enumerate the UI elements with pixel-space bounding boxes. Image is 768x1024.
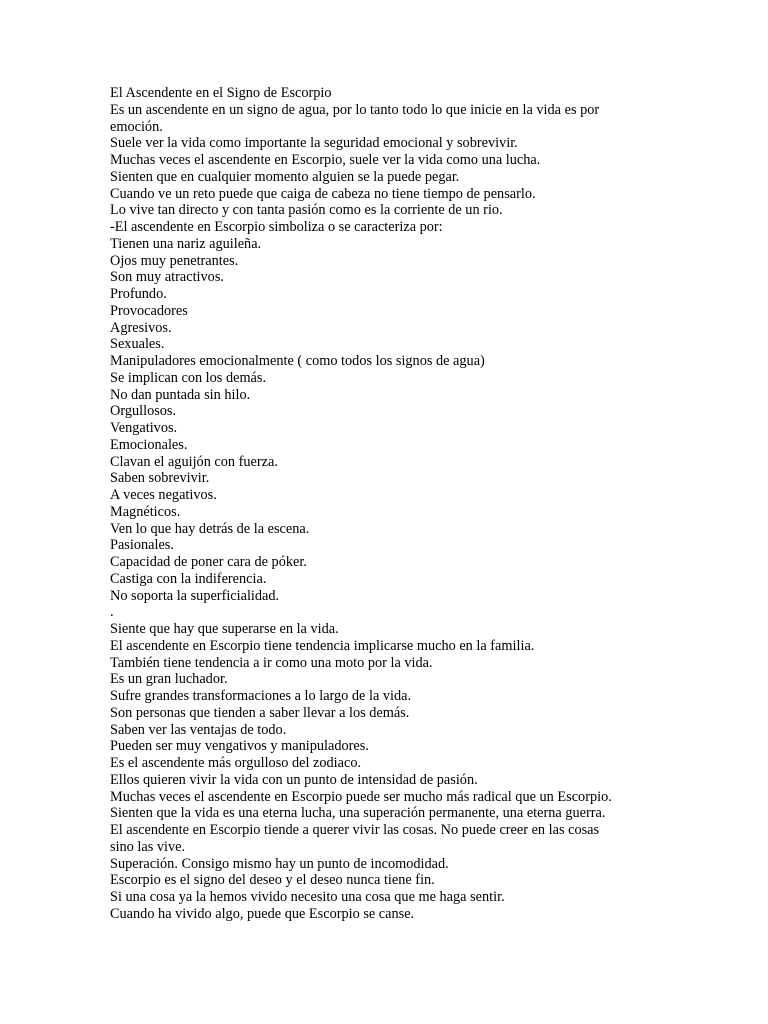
document-line: Magnéticos. bbox=[110, 503, 181, 520]
document-line: Superación. Consigo mismo hay un punto de incomodidad. bbox=[110, 855, 449, 872]
document-line: sino las vive. bbox=[110, 838, 186, 855]
document-line: Son personas que tienden a saber llevar a los demás. bbox=[110, 704, 410, 721]
document-line: No dan puntada sin hilo. bbox=[110, 386, 251, 403]
document-line: Sienten que en cualquier momento alguien se la puede pegar. bbox=[110, 168, 460, 185]
document-body bbox=[110, 85, 730, 923]
document-line: -El ascendente en Escorpio simboliza o se caracteriza por: bbox=[110, 219, 443, 235]
document-line: Saben ver las ventajas de todo. bbox=[110, 721, 287, 738]
document-line: Pueden ser muy vengativos y manipuladores. bbox=[110, 738, 369, 755]
document-line: Sexuales. bbox=[110, 336, 165, 353]
document-line: Es un ascendente en un signo de agua, por lo tanto todo lo que inicie en la vida es por bbox=[110, 101, 600, 118]
document-line: Saben sobrevivir. bbox=[110, 470, 210, 487]
document-line: Ojos muy penetrantes. bbox=[110, 252, 239, 269]
document-line: Muchas veces el ascendente en Escorpio, suele ver la vida como una lucha. bbox=[110, 152, 541, 168]
document-line: Vengativos. bbox=[110, 420, 178, 436]
document-line: Ellos quieren vivir la vida con un punto de intensidad de pasión. bbox=[110, 771, 478, 788]
document-line: . bbox=[110, 604, 114, 621]
document-line: Es un gran luchador. bbox=[110, 671, 228, 688]
document-line: Lo vive tan directo y con tanta pasión como es la corriente de un rio. bbox=[110, 202, 503, 219]
document-line: Escorpio es el signo del deseo y el deseo nunca tiene fin. bbox=[110, 872, 435, 889]
document-line: No soporta la superficialidad. bbox=[110, 587, 280, 604]
document-title: El Ascendente en el Signo de Escorpio bbox=[110, 85, 332, 101]
document-line: Ven lo que hay detrás de la escena. bbox=[110, 520, 310, 537]
document-line: Sienten que la vida es una eterna lucha, una superación permanente, una eterna guerra. bbox=[110, 805, 606, 822]
document-line: Orgullosos. bbox=[110, 403, 177, 420]
document-line: Capacidad de poner cara de póker. bbox=[110, 554, 307, 570]
document-line: Si una cosa ya la hemos vivido necesito una cosa que me haga sentir. bbox=[110, 889, 505, 905]
document-line: Son muy atractivos. bbox=[110, 269, 224, 286]
document-line: A veces negativos. bbox=[110, 487, 217, 503]
document-line: Muchas veces el ascendente en Escorpio puede ser mucho más radical que un Escorpio. bbox=[110, 788, 612, 805]
document-line: Profundo. bbox=[110, 286, 167, 302]
document-line: Es el ascendente más orgulloso del zodiaco. bbox=[110, 755, 362, 771]
document-line: Cuando ve un reto puede que caiga de cabeza no tiene tiempo de pensarlo. bbox=[110, 185, 536, 202]
document-line: Tienen una nariz aguileña. bbox=[110, 235, 262, 252]
document-line: Pasionales. bbox=[110, 537, 174, 554]
document-line: Sufre grandes transformaciones a lo largo de la vida. bbox=[110, 688, 412, 704]
document-line: Clavan el aguijón con fuerza. bbox=[110, 453, 278, 470]
document-line: Provocadores bbox=[110, 302, 188, 319]
document-line: También tiene tendencia a ir como una moto por la vida. bbox=[110, 654, 433, 671]
document-line: Agresivos. bbox=[110, 319, 172, 336]
document-line: emoción. bbox=[110, 118, 163, 135]
document-line: Emocionales. bbox=[110, 436, 188, 453]
document-line: Cuando ha vivido algo, puede que Escorpio se canse. bbox=[110, 905, 415, 922]
document-line: El ascendente en Escorpio tiene tendencia implicarse mucho en la familia. bbox=[110, 637, 535, 654]
document-line: Siente que hay que superarse en la vida. bbox=[110, 621, 339, 637]
document-line: El ascendente en Escorpio tiende a querer vivir las cosas. No puede creer en las cosas bbox=[110, 822, 600, 838]
document-line: Castiga con la indiferencia. bbox=[110, 570, 267, 587]
document-line: Se implican con los demás. bbox=[110, 369, 267, 386]
document-line: Suele ver la vida como importante la seguridad emocional y sobrevivir. bbox=[110, 135, 518, 152]
document-line: Manipuladores emocionalmente ( como todos los signos de agua) bbox=[110, 353, 485, 369]
